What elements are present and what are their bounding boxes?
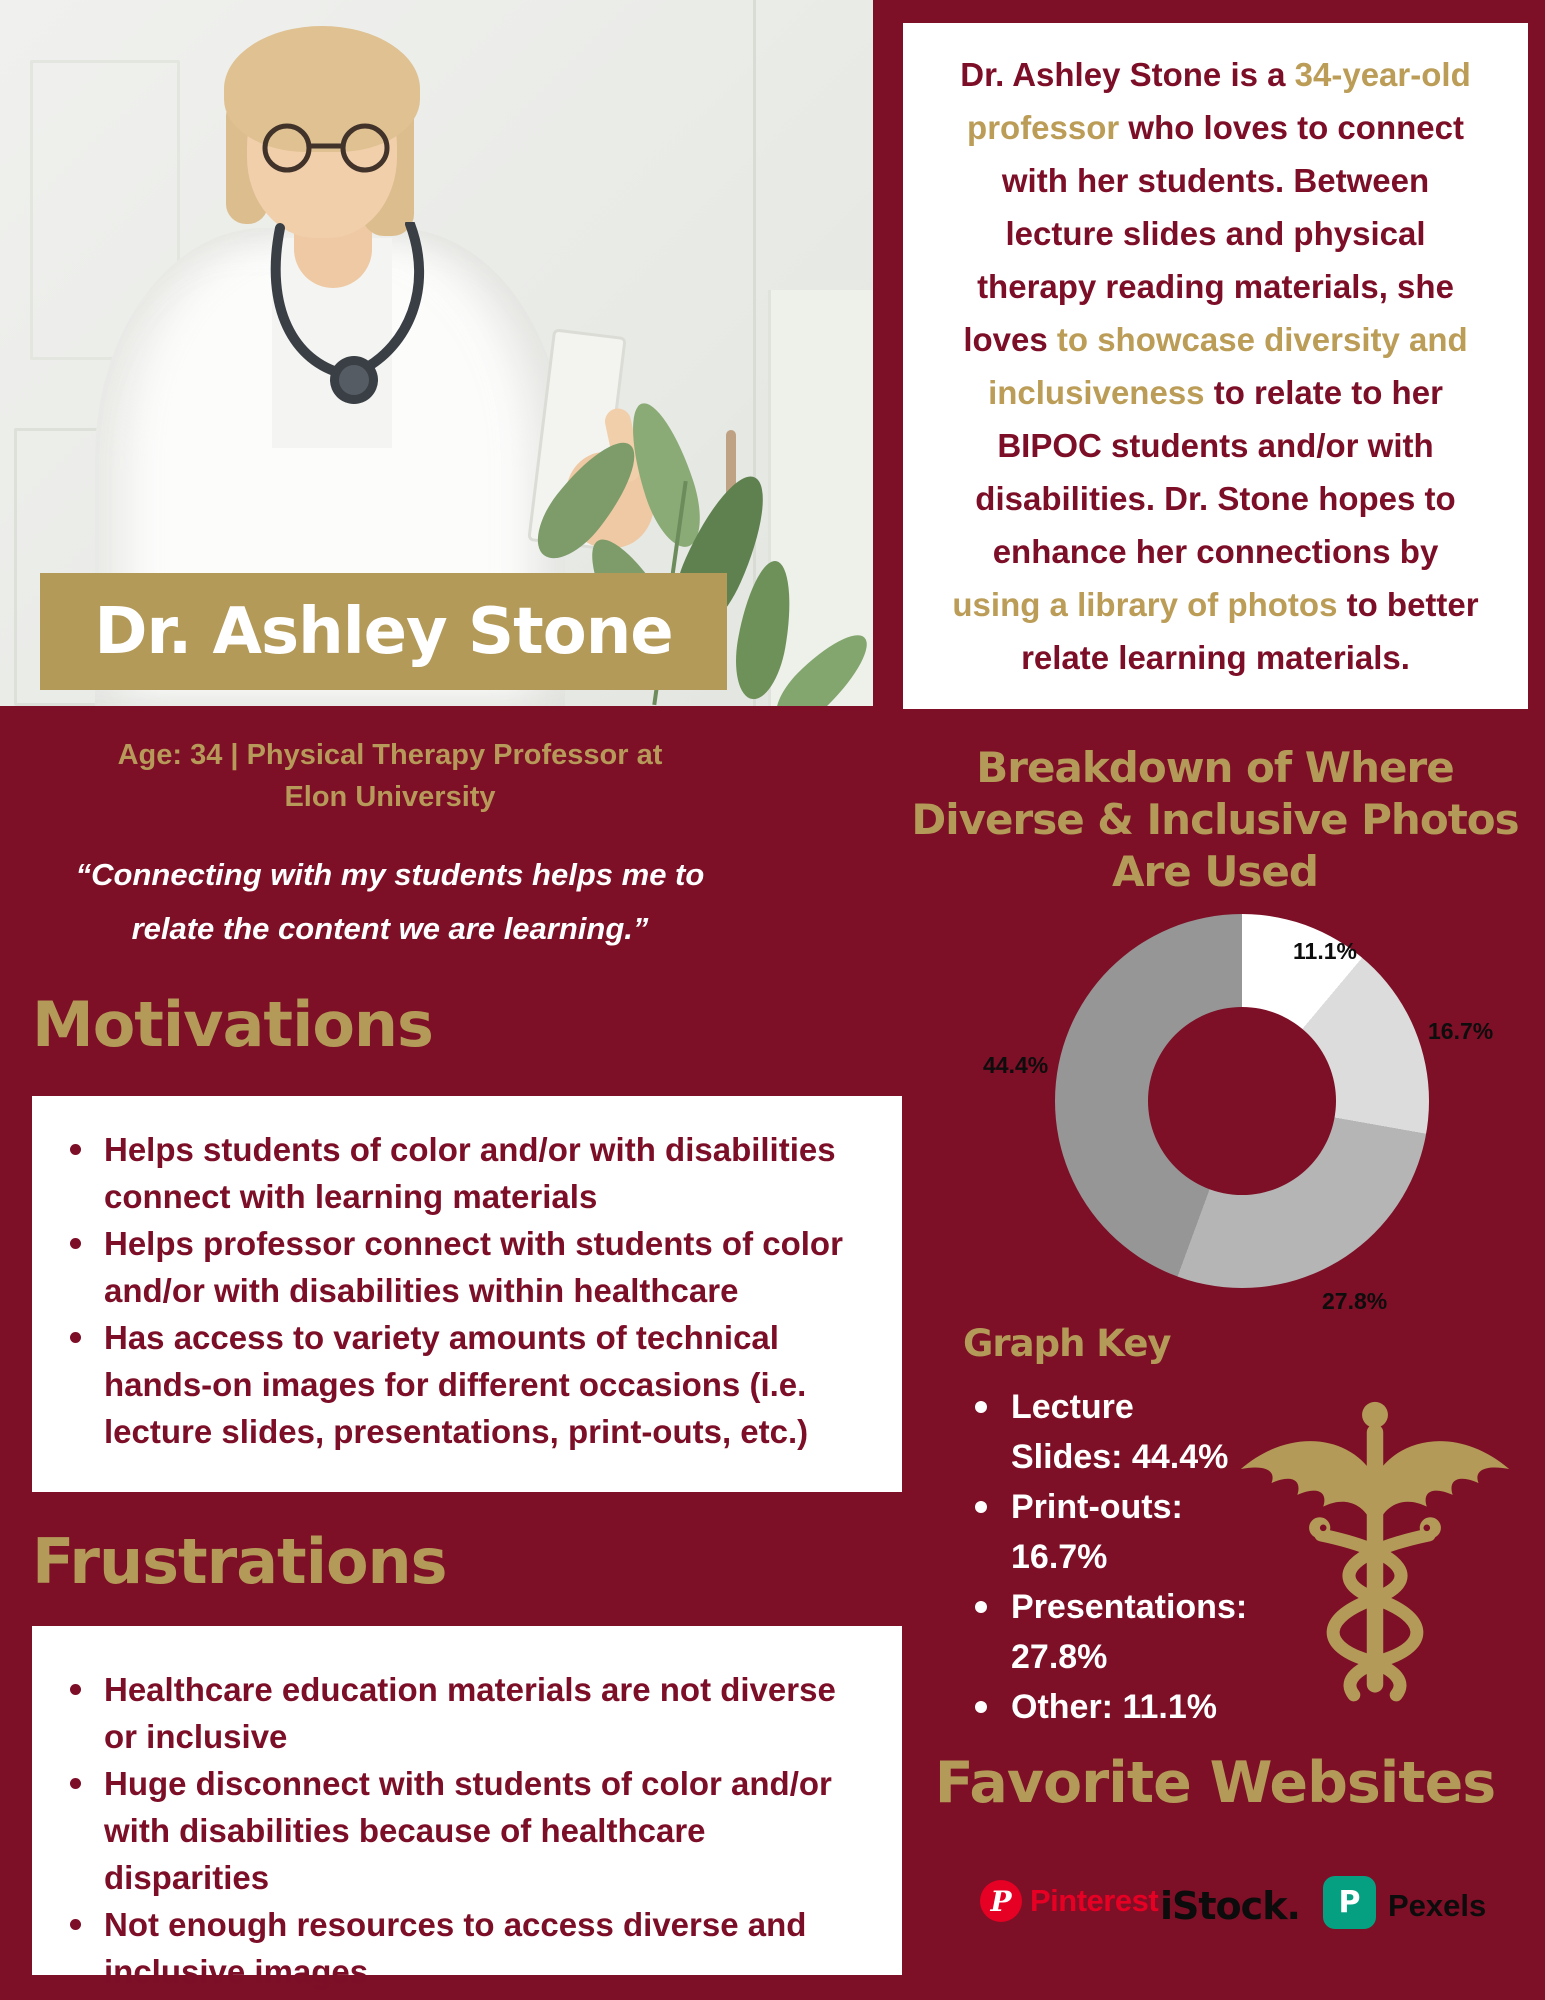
graph-key-list — [975, 1382, 1248, 1732]
glasses-icon — [252, 120, 402, 176]
bio-segment: 34-year-old professor — [967, 56, 1471, 146]
list-item: Helps professor connect with students of color and/or with disabilities within healthcare — [68, 1220, 872, 1314]
pexels-icon: P — [1323, 1876, 1376, 1929]
bio-segment: to showcase diversity and inclusiveness — [988, 321, 1468, 411]
frustrations-card — [32, 1626, 902, 1990]
list-item: Has access to variety amounts of technical hands-on images for different occasions (i.e. lecture slides, presentations, print-outs, etc.) — [68, 1314, 872, 1455]
bio-segment: to better relate learning materials. — [1021, 586, 1479, 676]
list-item: Not enough resources to access diverse and inclusive images — [68, 1901, 872, 1995]
caduceus-icon — [1232, 1396, 1518, 1702]
pinterest-wordmark: Pinterest — [1030, 1883, 1159, 1918]
list-item: Huge disconnect with students of color and/or with disabilities because of healthcare disparities — [68, 1760, 872, 1901]
persona-name: Dr. Ashley Stone — [94, 594, 673, 669]
quote-line2: relate the content we are learning.” — [131, 911, 649, 946]
list-item: Presentations: 27.8% — [975, 1582, 1243, 1682]
bio-text — [949, 48, 1482, 684]
donut-chart — [1055, 914, 1429, 1288]
subtitle-line2: Elon University — [284, 781, 496, 813]
favorite-websites-heading: Favorite Websites — [934, 1750, 1496, 1816]
bio-segment: Dr. Ashley Stone is a — [960, 56, 1295, 93]
persona-subtitle — [40, 734, 740, 818]
pinterest-logo — [980, 1880, 1158, 1922]
motivations-card — [32, 1096, 902, 1492]
chart-title: Breakdown of Where Diverse & Inclusive Photos Are Used — [911, 743, 1519, 896]
list-item: Print-outs: 16.7% — [975, 1482, 1243, 1582]
slice-label-lecture-slides: 44.4% — [983, 1052, 1049, 1078]
pexels-wordmark: Pexels — [1388, 1888, 1487, 1923]
motivations-list — [68, 1126, 872, 1455]
list-item: Other: 11.1% — [975, 1682, 1243, 1732]
subtitle-line1: Age: 34 | Physical Therapy Professor at — [117, 739, 663, 771]
bio-card — [903, 23, 1528, 709]
bio-segment: to relate to her BIPOC students and/or with disabilities. Dr. Stone hopes to enhance her connections by — [975, 374, 1456, 570]
bio-segment: using a library of photos — [952, 586, 1338, 623]
graph-key-heading: Graph Key — [963, 1322, 1171, 1365]
frustrations-heading: Frustrations — [32, 1525, 447, 1598]
istock-wordmark: iStock. — [1160, 1884, 1300, 1928]
stethoscope-icon — [242, 222, 472, 452]
slice-label-presentations: 27.8% — [1322, 1288, 1388, 1314]
motivations-heading: Motivations — [32, 988, 433, 1061]
frustrations-list — [68, 1666, 872, 1995]
list-item: Lecture Slides: 44.4% — [975, 1382, 1243, 1482]
name-banner — [40, 573, 727, 690]
slice-label-print-outs: 16.7% — [1428, 1018, 1494, 1044]
pinterest-icon: P — [980, 1880, 1022, 1922]
slice-label-other: 11.1% — [1293, 938, 1357, 964]
quote-line1: “Connecting with my students helps me to — [75, 857, 705, 892]
bio-segment: who loves to connect with her students. Between lecture slides and physical therapy reading materials, she loves — [963, 109, 1464, 358]
list-item: Healthcare education materials are not diverse or inclusive — [68, 1666, 872, 1760]
list-item: Helps students of color and/or with disabilities connect with learning materials — [68, 1126, 872, 1220]
persona-quote — [40, 848, 740, 956]
